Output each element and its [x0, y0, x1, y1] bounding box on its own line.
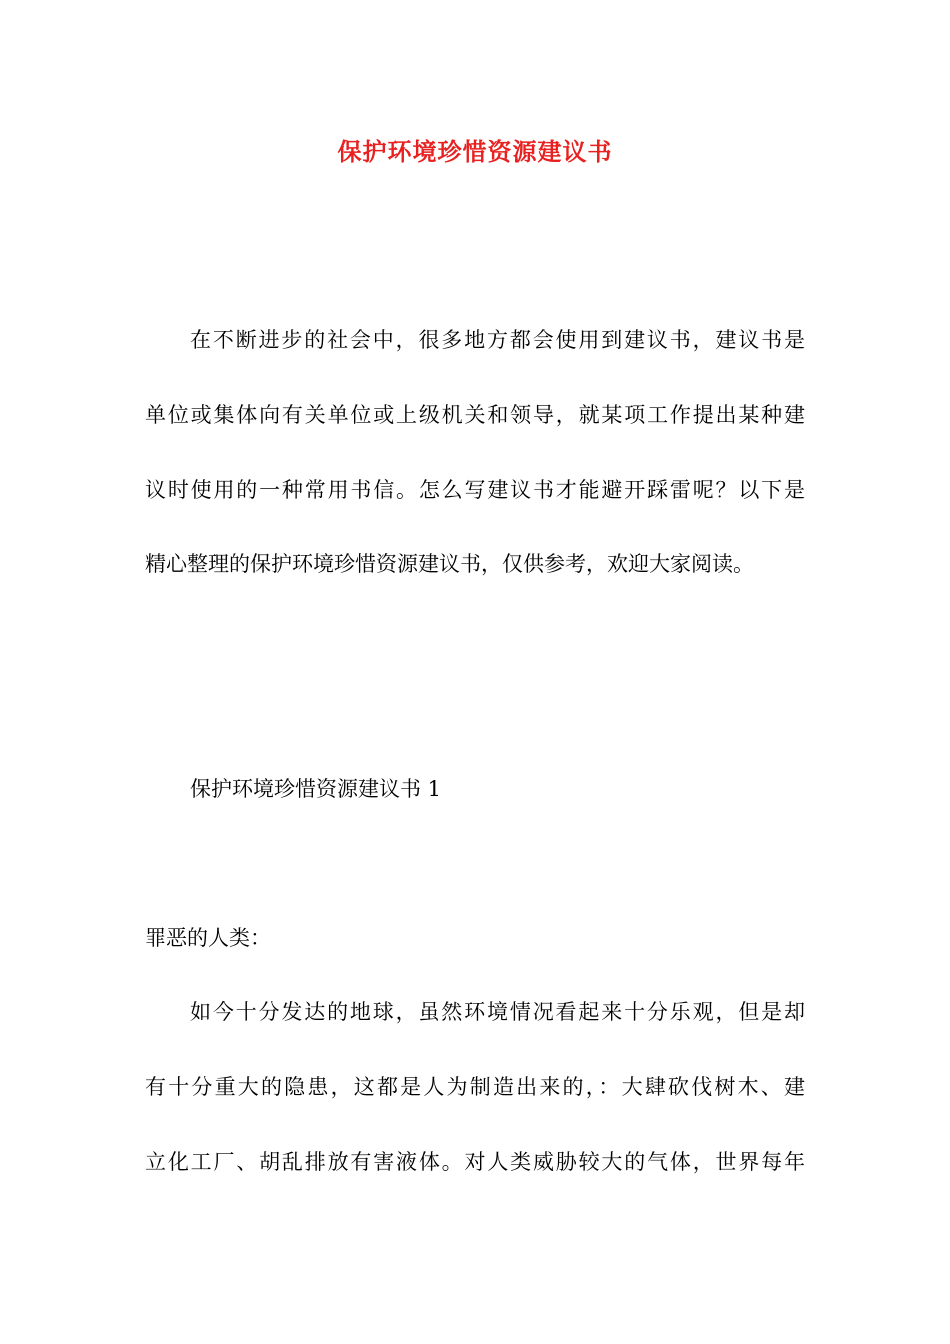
salutation: 罪恶的人类：	[145, 926, 271, 950]
body-line: 立化工厂、胡乱排放有害液体。对人类威胁较大的气体，世界每年	[145, 1150, 805, 1174]
document-title: 保护环境珍惜资源建议书	[337, 137, 613, 166]
section-heading: 保护环境珍惜资源建议书 1	[190, 777, 442, 801]
intro-line: 议时使用的一种常用书信。怎么写建议书才能避开踩雷呢？以下是	[145, 478, 805, 502]
intro-line: 精心整理的保护环境珍惜资源建议书，仅供参考，欢迎大家阅读。	[145, 552, 754, 576]
body-line: 如今十分发达的地球，虽然环境情况看起来十分乐观，但是却	[190, 1000, 805, 1024]
intro-line: 在不断进步的社会中，很多地方都会使用到建议书，建议书是	[190, 328, 805, 352]
intro-line: 单位或集体向有关单位或上级机关和领导，就某项工作提出某种建	[145, 403, 805, 427]
body-line: 有十分重大的隐患，这都是人为制造出来的，：大肆砍伐树木、建	[145, 1075, 805, 1099]
